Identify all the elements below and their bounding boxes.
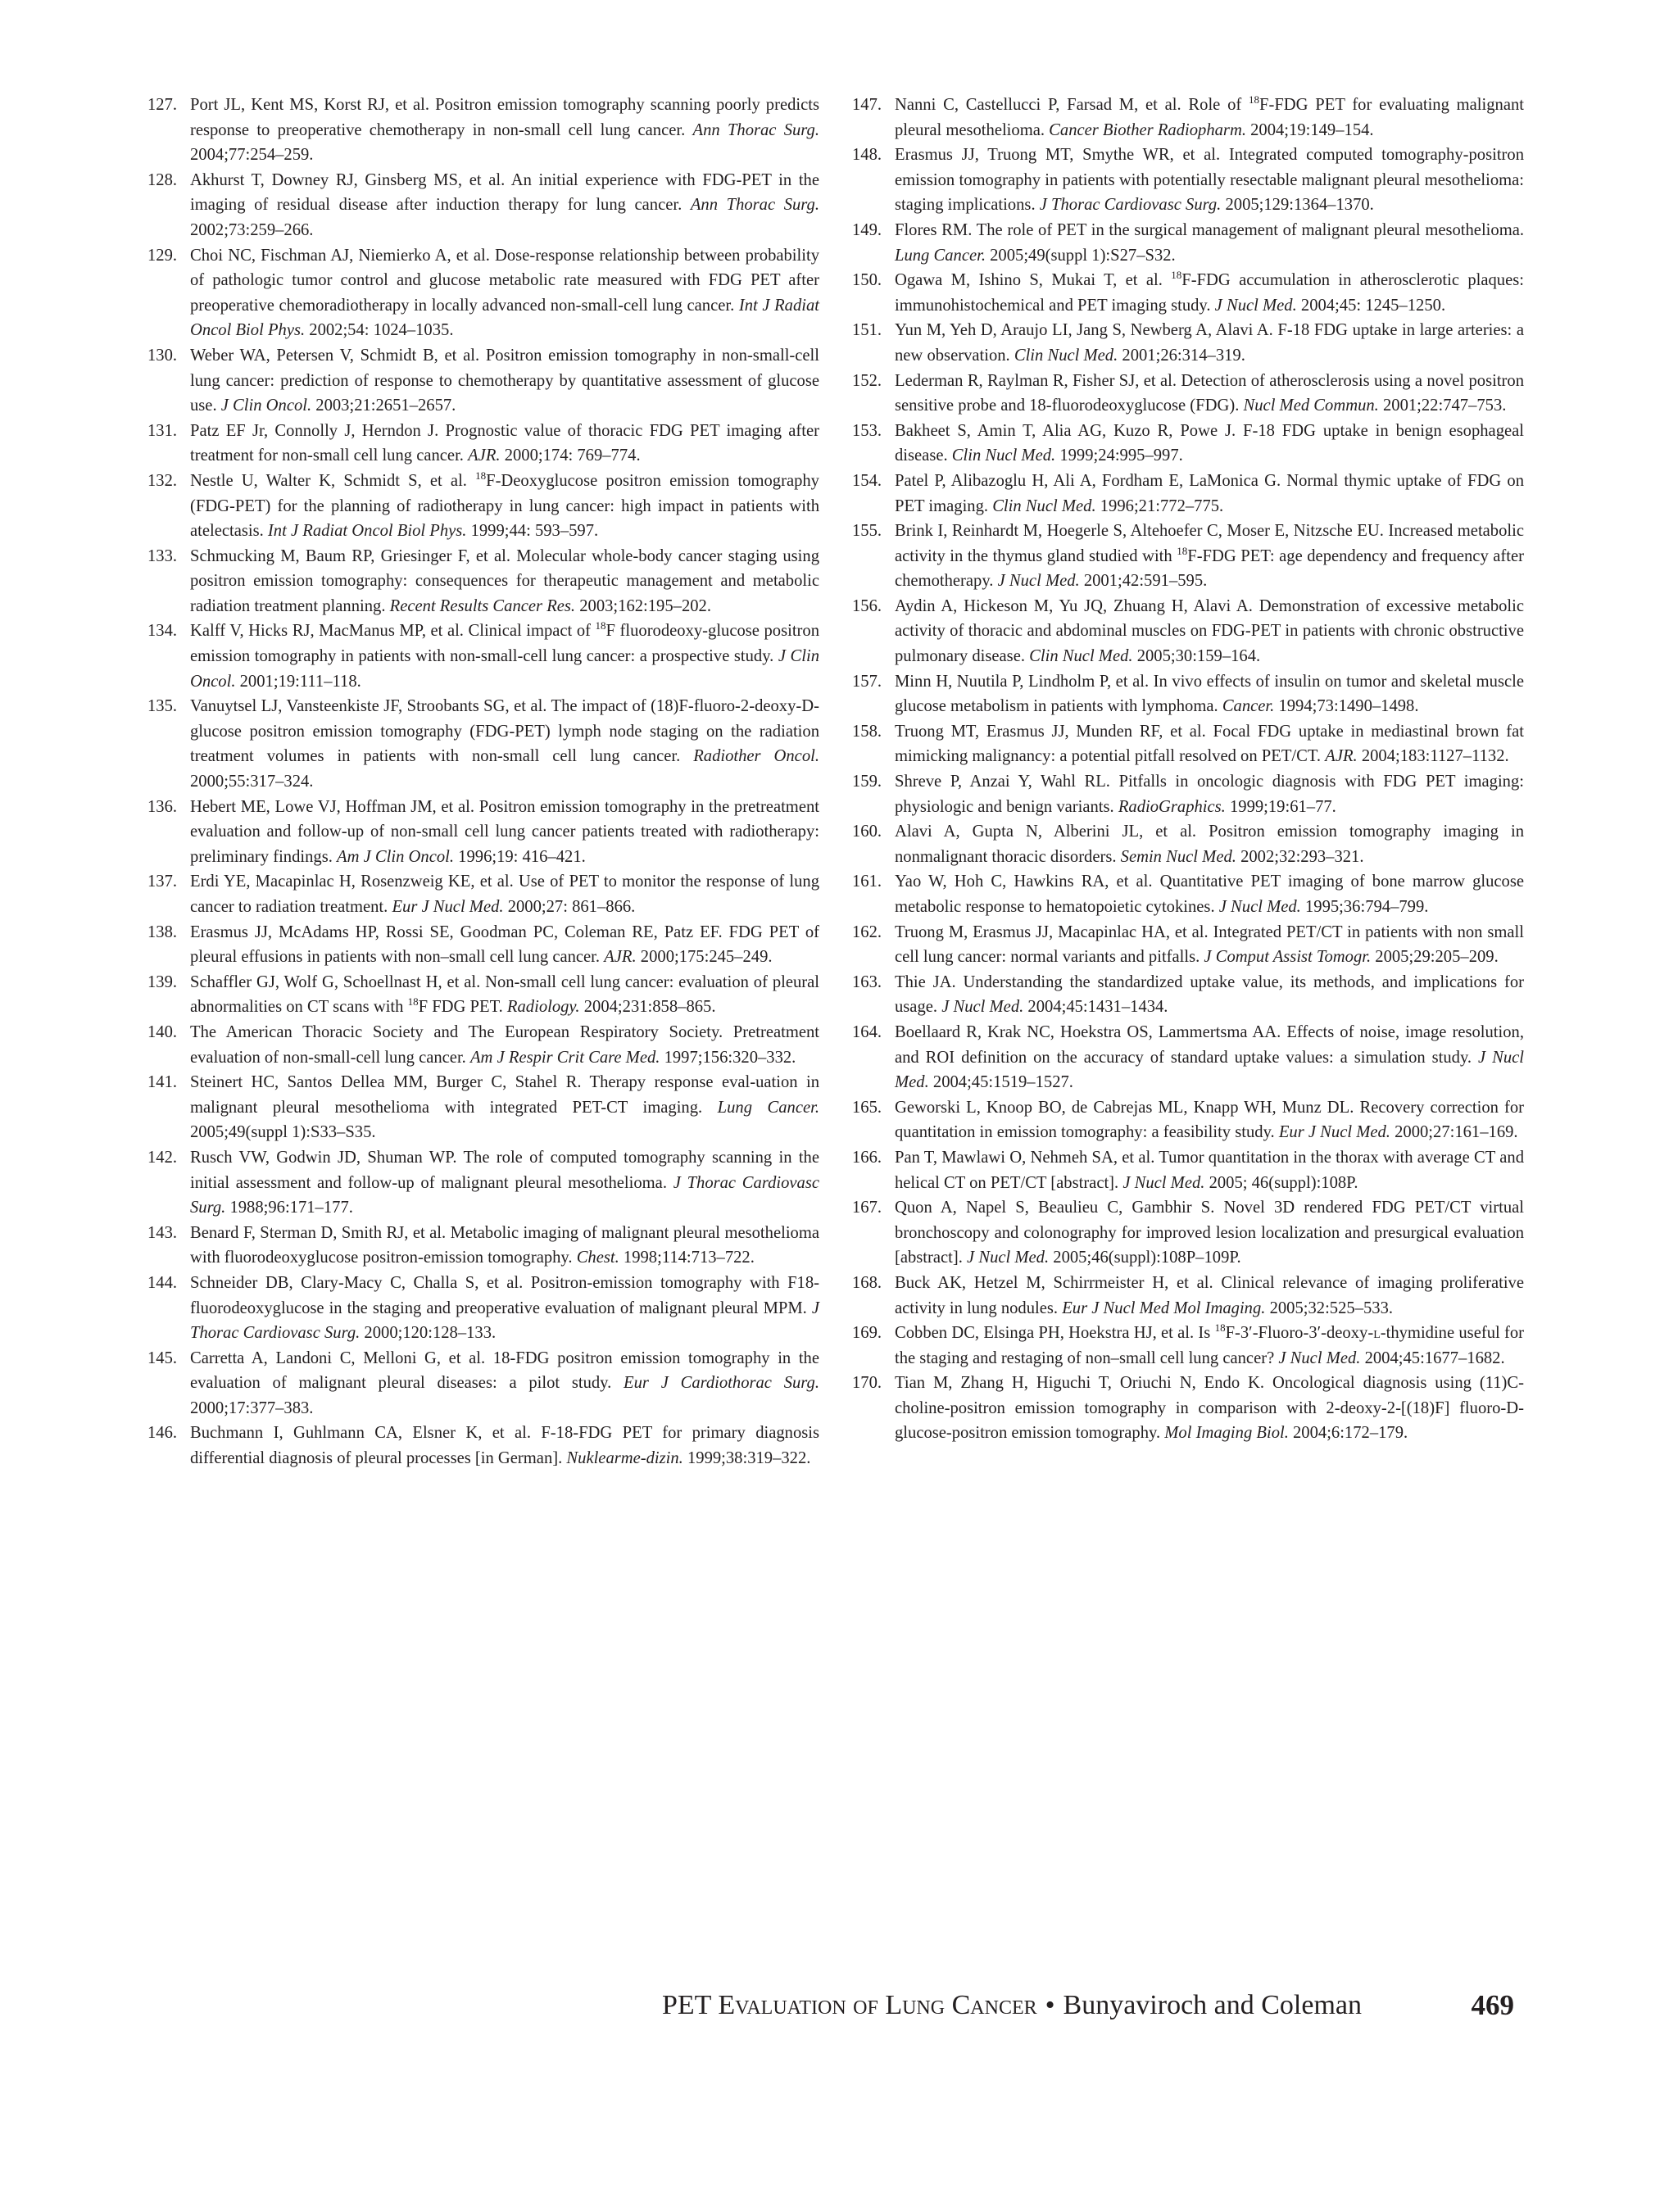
reference-text: Pan T, Mawlawi O, Nehmeh SA, et al. Tumor quantitation in the thorax with average CT and helical CT on PET/CT [abstract]. J Nucl Med. 2005; 46(suppl):108P. (895, 1148, 1524, 1192)
reference-item (852, 519, 1524, 594)
reference-number: 151. (852, 321, 882, 340)
reference-text: Bakheet S, Amin T, Alia AG, Kuzo R, Powe J. F-18 FDG uptake in benign esophageal disease. Clin Nucl Med. 1999;24:995–997. (895, 421, 1524, 465)
reference-text: Tian M, Zhang H, Higuchi T, Oriuchi N, Endo K. Oncological diagnosis using (11)C-choline-positron emission tomography in comparison with 2-deoxy-2-[(18)F] fluoro-D-glucose-positron emission tomography. Mol Imaging Biol. 2004;6:172–179. (895, 1374, 1524, 1443)
reference-text: Benard F, Sterman D, Smith RJ, et al. Metabolic imaging of malignant pleural mesothelioma with fluorodeoxyglucose positron-emission tomography. Chest. 1998;114:713–722. (190, 1223, 819, 1267)
reference-column-left (147, 93, 819, 1471)
page-footer (662, 1989, 1514, 2022)
reference-number: 162. (852, 922, 882, 941)
reference-number: 166. (852, 1148, 882, 1167)
reference-item (147, 869, 819, 919)
reference-number: 150. (852, 271, 882, 290)
reference-number: 138. (147, 922, 178, 941)
reference-number: 158. (852, 722, 882, 741)
reference-item (852, 218, 1524, 268)
reference-item (147, 419, 819, 469)
reference-number: 146. (147, 1424, 178, 1443)
reference-number: 161. (852, 873, 882, 891)
reference-text: Kalff V, Hicks RJ, MacManus MP, et al. Clinical impact of $^{18}$F fluorodeoxy-glucose positron emission tomography in patients with non-small-cell lung cancer: a prospective study. J Clin Oncol. 2001;19:111–118. (190, 619, 819, 691)
reference-text: Weber WA, Petersen V, Schmidt B, et al. Positron emission tomography in non-small-cell lung cancer: prediction of response to chemotherapy by quantitative assessment of glucose use. J Clin Oncol. 2003;21:2651–2657. (190, 346, 819, 415)
reference-text: Choi NC, Fischman AJ, Niemierko A, et al. Dose-response relationship between probability of pathologic tumor control and glucose metabolic rate measured with FDG PET after preoperative chemoradiotherapy in locally advanced non-small-cell lung cancer. Int J Radiat Oncol Biol Phys. 2002;54: 1024–1035. (190, 246, 819, 340)
reference-number: 164. (852, 1022, 882, 1041)
reference-text: Aydin A, Hickeson M, Yu JQ, Zhuang H, Alavi A. Demonstration of excessive metabolic activity of thoracic and abdominal muscles on FDG-PET in patients with chronic obstructive pulmonary disease. Clin Nucl Med. 2005;30:159–164. (895, 596, 1524, 666)
reference-item (852, 669, 1524, 719)
reference-item (147, 795, 819, 870)
reference-number: 127. (147, 96, 178, 114)
reference-number: 130. (147, 346, 178, 365)
reference-number: 131. (147, 421, 178, 440)
reference-text: Truong M, Erasmus JJ, Macapinlac HA, et al. Integrated PET/CT in patients with non small cell lung cancer: normal variants and pitfalls. J Comput Assist Tomogr. 2005;29:205–209. (895, 922, 1524, 967)
reference-text: Quon A, Napel S, Beaulieu C, Gambhir S. Novel 3D rendered FDG PET/CT virtual bronchoscopy and colonography for improved lesion localization and presurgical evaluation [abstract]. J Nucl Med. 2005;46(suppl):108P–109P. (895, 1199, 1524, 1267)
reference-number: 154. (852, 471, 882, 490)
reference-item (852, 268, 1524, 318)
reference-item (852, 869, 1524, 919)
reference-item (852, 93, 1524, 143)
reference-item (852, 1195, 1524, 1271)
reference-text: Cobben DC, Elsinga PH, Hoekstra HJ, et al. Is $^{18}$F-3′-Fluoro-3′-deoxy-l-thymidine useful for the staging and restaging of non–small cell lung cancer? J Nucl Med. 2004;45:1677–1682. (895, 1321, 1524, 1367)
reference-item (852, 318, 1524, 368)
reference-text: Yao W, Hoh C, Hawkins RA, et al. Quantitative PET imaging of bone marrow glucose metabolic response to hematopoietic cytokines. J Nucl Med. 1995;36:794–799. (895, 873, 1524, 916)
reference-text: Buck AK, Hetzel M, Schirrmeister H, et al. Clinical relevance of imaging proliferative activity in lung nodules. Eur J Nucl Med Mol Imaging. 2005;32:525–533. (895, 1273, 1524, 1317)
reference-text: Thie JA. Understanding the standardized uptake value, its methods, and implications for usage. J Nucl Med. 2004;45:1431–1434. (895, 972, 1524, 1017)
running-title: PET Evaluation of Lung Cancer (662, 1990, 1037, 2020)
reference-item (147, 1145, 819, 1221)
reference-item (147, 619, 819, 694)
reference-text: Schaffler GJ, Wolf G, Schoellnast H, et al. Non-small cell lung cancer: evaluation of pleural abnormalities on CT scans with $^{18}$F FDG PET. Radiology. 2004;231:858–865. (190, 972, 819, 1017)
reference-text: Steinert HC, Santos Dellea MM, Burger C, Stahel R. Therapy response eval-uation in malignant pleural mesothelioma with integrated PET-CT imaging. Lung Cancer. 2005;49(suppl 1):S33–S35. (190, 1073, 819, 1142)
reference-item (147, 970, 819, 1020)
reference-number: 143. (147, 1223, 178, 1242)
reference-text: Erdi YE, Macapinlac H, Rosenzweig KE, et al. Use of PET to monitor the response of lung cancer to radiation treatment. Eur J Nucl Med. 2000;27: 861–866. (190, 873, 819, 916)
reference-item (147, 544, 819, 619)
footer-bullet: • (1045, 1990, 1055, 2020)
reference-item (147, 93, 819, 168)
reference-number: 163. (852, 972, 882, 991)
reference-number: 147. (852, 96, 882, 114)
reference-text: Erasmus JJ, McAdams HP, Rossi SE, Goodman PC, Coleman RE, Patz EF. FDG PET of pleural effusions in patients with non–small cell lung cancer. AJR. 2000;175:245–249. (190, 922, 819, 967)
reference-number: 167. (852, 1199, 882, 1217)
reference-number: 144. (147, 1273, 178, 1292)
reference-number: 169. (852, 1324, 882, 1343)
reference-text: The American Thoracic Society and The European Respiratory Society. Pretreatment evaluation of non-small-cell lung cancer. Am J Respir Crit Care Med. 1997;156:320–332. (190, 1022, 819, 1067)
reference-item (147, 1020, 819, 1070)
reference-text: Geworski L, Knoop BO, de Cabrejas ML, Knapp WH, Munz DL. Recovery correction for quantitation in emission tomography: a feasibility study. Eur J Nucl Med. 2000;27:161–169. (895, 1098, 1524, 1142)
reference-number: 142. (147, 1148, 178, 1167)
reference-number: 159. (852, 773, 882, 791)
reference-number: 137. (147, 873, 178, 891)
reference-number: 133. (147, 546, 178, 565)
reference-text: Schneider DB, Clary-Macy C, Challa S, et al. Positron-emission tomography with F18-fluorodeoxyglucose in the staging and preoperative evaluation of malignant pleural MPM. J Thorac Cardiovasc Surg. 2000;120:128–133. (190, 1273, 819, 1343)
reference-number: 145. (147, 1349, 178, 1367)
reference-number: 139. (147, 972, 178, 991)
reference-text: Truong MT, Erasmus JJ, Munden RF, et al. Focal FDG uptake in mediastinal brown fat mimicking malignancy: a potential pitfall resolved on PET/CT. AJR. 2004;183:1127–1132. (895, 722, 1524, 766)
reference-item (147, 920, 819, 970)
reference-item (852, 970, 1524, 1020)
reference-number: 168. (852, 1273, 882, 1292)
reference-number: 165. (852, 1098, 882, 1117)
reference-item (852, 1371, 1524, 1446)
reference-number: 134. (147, 622, 178, 641)
reference-item (852, 769, 1524, 819)
reference-text: Carretta A, Landoni C, Melloni G, et al. 18-FDG positron emission tomography in the evaluation of malignant pleural diseases: a pilot study. Eur J Cardiothorac Surg. 2000;17:377–383. (190, 1349, 819, 1417)
reference-item (852, 920, 1524, 970)
reference-number: 136. (147, 797, 178, 816)
reference-text: Alavi A, Gupta N, Alberini JL, et al. Positron emission tomography imaging in nonmalignant thoracic disorders. Semin Nucl Med. 2002;32:293–321. (895, 823, 1524, 866)
reference-text: Port JL, Kent MS, Korst RJ, et al. Positron emission tomography scanning poorly predicts response to preoperative chemotherapy in non-small cell lung cancer. Ann Thorac Surg. 2004;77:254–259. (190, 96, 819, 165)
reference-text: Patel P, Alibazoglu H, Ali A, Fordham E, LaMonica G. Normal thymic uptake of FDG on PET imaging. Clin Nucl Med. 1996;21:772–775. (895, 471, 1524, 515)
reference-text: Brink I, Reinhardt M, Hoegerle S, Altehoefer C, Moser E, Nitzsche EU. Increased metabolic activity in the thymus gland studied with $^{18}$F-FDG PET: age dependency and frequency after chemotherapy. J Nucl Med. 2001;42:591–595. (895, 522, 1524, 591)
reference-number: 140. (147, 1022, 178, 1041)
reference-text: Flores RM. The role of PET in the surgical management of malignant pleural mesothelioma. Lung Cancer. 2005;49(suppl 1):S27–S32. (895, 220, 1524, 265)
reference-item (147, 1421, 819, 1471)
reference-number: 135. (147, 697, 178, 716)
reference-item (147, 1221, 819, 1271)
reference-item (852, 143, 1524, 218)
reference-text: Boellaard R, Krak NC, Hoekstra OS, Lammertsma AA. Effects of noise, image resolution, and ROI definition on the accuracy of standard uptake values: a simulation study. J Nucl Med. 2004;45:1519–1527. (895, 1022, 1524, 1092)
reference-number: 132. (147, 471, 178, 490)
reference-item (147, 1070, 819, 1145)
reference-item (852, 719, 1524, 769)
reference-text: Minn H, Nuutila P, Lindholm P, et al. In vivo effects of insulin on tumor and skeletal muscle glucose metabolism in patients with lymphoma. Cancer. 1994;73:1490–1498. (895, 672, 1524, 716)
reference-text: Nestle U, Walter K, Schmidt S, et al. $^{18}$F-Deoxyglucose positron emission tomography (FDG-PET) for the planning of radiotherapy in lung cancer: high impact in patients with atelectasis. Int J Radiat Oncol Biol Phys. 1999;44: 593–597. (190, 469, 819, 541)
reference-text: Rusch VW, Godwin JD, Shuman WP. The role of computed tomography scanning in the initial assessment and follow-up of malignant pleural mesothelioma. J Thorac Cardiovasc Surg. 1988;96:171–177. (190, 1148, 819, 1217)
reference-item (852, 1271, 1524, 1321)
reference-item (852, 1321, 1524, 1371)
reference-text: Buchmann I, Guhlmann CA, Elsner K, et al. F-18-FDG PET for primary diagnosis differential diagnosis of pleural processes [in German]. Nuklearme-dizin. 1999;38:319–322. (190, 1424, 819, 1468)
reference-text: Patz EF Jr, Connolly J, Herndon J. Prognostic value of thoracic FDG PET imaging after treatment for non-small cell lung cancer. AJR. 2000;174: 769–774. (190, 421, 819, 465)
reference-number: 157. (852, 672, 882, 691)
reference-number: 141. (147, 1073, 178, 1092)
reference-number: 155. (852, 522, 882, 541)
reference-text: Akhurst T, Downey RJ, Ginsberg MS, et al. An initial experience with FDG-PET in the imaging of residual disease after induction therapy for lung cancer. Ann Thorac Surg. 2002;73:259–266. (190, 170, 819, 239)
running-authors: Bunyaviroch and Coleman (1063, 1990, 1363, 2020)
reference-text: Nanni C, Castellucci P, Farsad M, et al. Role of $^{18}$F-FDG PET for evaluating malignant pleural mesothelioma. Cancer Biother Radiopharm. 2004;19:149–154. (895, 93, 1525, 139)
reference-item (852, 1095, 1524, 1145)
reference-item (147, 469, 819, 544)
reference-column-right (852, 93, 1524, 1446)
reference-item (147, 243, 819, 343)
reference-item (852, 469, 1524, 519)
reference-text: Vanuytsel LJ, Vansteenkiste JF, Stroobants SG, et al. The impact of (18)F-fluoro-2-deoxy-D-glucose positron emission tomography (FDG-PET) lymph node staging on the radiation treatment volumes in patients with non-small cell lung cancer. Radiother Oncol. 2000;55:317–324. (190, 697, 819, 791)
reference-text: Ogawa M, Ishino S, Mukai T, et al. $^{18}$F-FDG accumulation in atherosclerotic plaques: immunohistochemical and PET imaging study. J Nucl Med. 2004;45: 1245–1250. (895, 269, 1524, 315)
reference-item (147, 168, 819, 243)
reference-number: 153. (852, 421, 882, 440)
reference-text: Schmucking M, Baum RP, Griesinger F, et al. Molecular whole-body cancer staging using positron emission tomography: consequences for therapeutic management and metabolic radiation treatment planning. Recent Results Cancer Res. 2003;162:195–202. (190, 546, 819, 615)
reference-item (852, 369, 1524, 419)
reference-item (147, 694, 819, 794)
reference-number: 152. (852, 371, 882, 390)
reference-text: Hebert ME, Lowe VJ, Hoffman JM, et al. Positron emission tomography in the pretreatment evaluation and follow-up of non-small cell lung cancer patients treated with radiotherapy: preliminary findings. Am J Clin Oncol. 1996;19: 416–421. (190, 797, 819, 866)
reference-number: 148. (852, 146, 882, 165)
reference-text: Erasmus JJ, Truong MT, Smythe WR, et al. Integrated computed tomography-positron emission tomography in patients with potentially resectable malignant pleural mesothelioma: staging implications. J Thorac Cardiovasc Surg. 2005;129:1364–1370. (895, 146, 1524, 215)
reference-text: Yun M, Yeh D, Araujo LI, Jang S, Newberg A, Alavi A. F-18 FDG uptake in large arteries: a new observation. Clin Nucl Med. 2001;26:314–319. (895, 321, 1524, 365)
reference-item (852, 594, 1524, 669)
reference-item (852, 819, 1524, 869)
reference-text: Shreve P, Anzai Y, Wahl RL. Pitfalls in oncologic diagnosis with FDG PET imaging: physiologic and benign variants. RadioGraphics. 1999;19:61–77. (895, 773, 1524, 816)
reference-number: 129. (147, 246, 178, 265)
reference-item (852, 419, 1524, 469)
reference-item (147, 343, 819, 419)
reference-text: Lederman R, Raylman R, Fisher SJ, et al. Detection of atherosclerosis using a novel positron sensitive probe and 18-fluorodeoxyglucose (FDG). Nucl Med Commun. 2001;22:747–753. (895, 371, 1524, 415)
reference-number: 156. (852, 596, 882, 615)
reference-item (852, 1145, 1524, 1195)
reference-number: 170. (852, 1374, 882, 1393)
reference-number: 149. (852, 220, 882, 239)
reference-item (147, 1346, 819, 1421)
reference-item (147, 1271, 819, 1346)
reference-number: 160. (852, 823, 882, 841)
reference-item (852, 1020, 1524, 1095)
page-number: 469 (1471, 1989, 1514, 2021)
reference-number: 128. (147, 170, 178, 189)
